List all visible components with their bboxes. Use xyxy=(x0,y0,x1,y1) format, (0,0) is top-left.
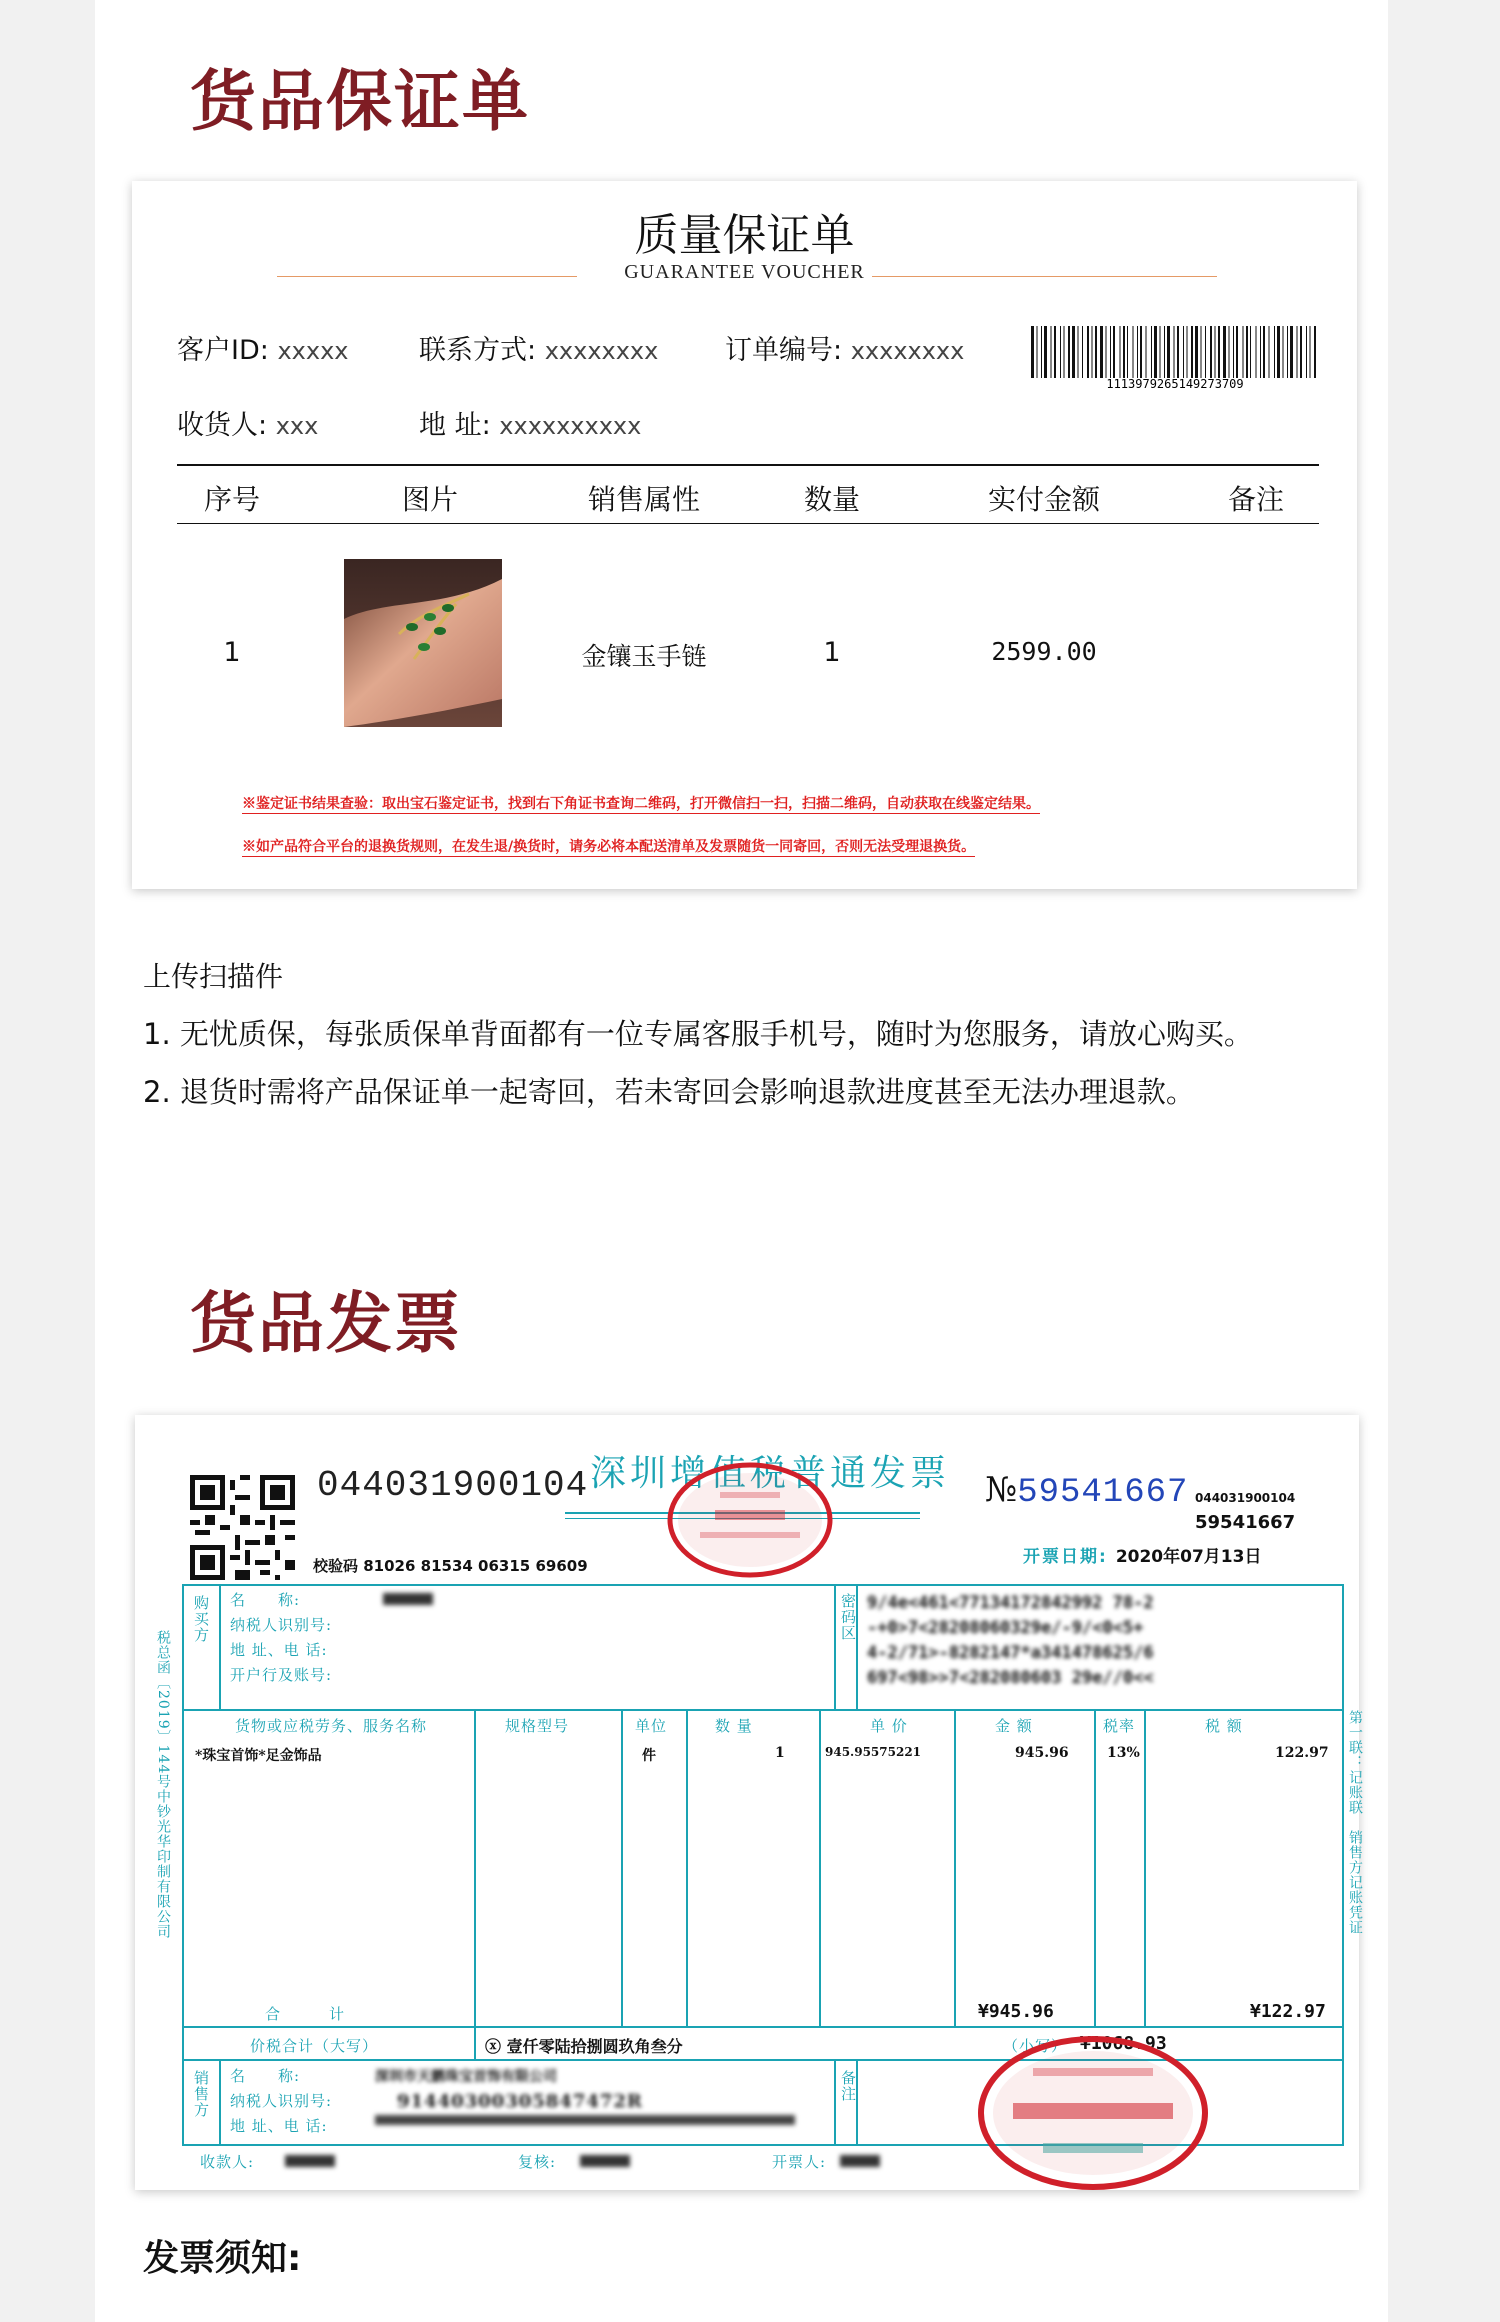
bracelet-image xyxy=(344,559,502,727)
sum-small-value: ¥1068.93 xyxy=(1080,2033,1167,2054)
order-number xyxy=(725,328,964,367)
seller-address-redacted xyxy=(375,2115,795,2125)
col-attribute: 销售属性 xyxy=(587,483,701,516)
col-rate: 税率 xyxy=(1103,1717,1136,1735)
col-goods: 货物或应税劳务、服务名称 xyxy=(235,1717,428,1735)
section-title-guarantee: 货品保证单 xyxy=(190,63,530,140)
sum-small-label: （小写） xyxy=(1003,2037,1068,2055)
item-rate: 13% xyxy=(1107,1745,1140,1761)
copy-note: 第一联：记账联 销售方记账凭证 xyxy=(1347,1710,1363,1935)
invoice-number-small: 59541667 xyxy=(1195,1512,1296,1533)
row-attribute: 金镶玉手链 xyxy=(581,642,707,671)
receiver-label: 收货人: xyxy=(177,410,268,441)
address-value: xxxxxxxxxx xyxy=(499,412,642,440)
item-price: 945.95575221 xyxy=(825,1745,922,1759)
point-2: 2. 退货时需将产品保证单一起寄回，若未寄回会影响退款进度甚至无法办理退款。 xyxy=(143,1075,1195,1109)
item-qty: 1 xyxy=(775,1745,785,1761)
customer-id xyxy=(177,328,348,367)
check-code: 校验码 81026 81534 06315 69609 xyxy=(313,1557,588,1575)
customer-id-label: 客户ID: xyxy=(177,335,269,366)
address-label: 地 址: xyxy=(419,410,491,441)
cipher-row-1: 9/4e<461<77134172842992 78-2 xyxy=(867,1593,1154,1613)
page xyxy=(95,0,1388,2322)
barcode-number: 1113979265149273709 xyxy=(1106,377,1244,391)
drawer-redacted xyxy=(840,2155,880,2167)
address xyxy=(419,403,641,442)
receiver-value: xxx xyxy=(275,412,319,440)
item-amount: 945.96 xyxy=(1015,1745,1069,1761)
contact xyxy=(419,328,658,367)
total-label: 合 计 xyxy=(265,2005,346,2023)
seller-name: 深圳市天鹏珠宝首饰有限公司 xyxy=(375,2069,557,2085)
contact-label: 联系方式: xyxy=(419,335,537,366)
barcode xyxy=(1031,326,1319,378)
col-qty: 数量 xyxy=(803,483,861,516)
date-label: 开票日期: xyxy=(1023,1547,1108,1567)
col-remark: 备注 xyxy=(1227,483,1285,516)
seller-name-label: 名 称: xyxy=(230,2067,301,2085)
invoice-card xyxy=(135,1415,1363,2190)
col-amount: 实付金额 xyxy=(987,483,1101,516)
cipher-row-3: 4-2/71>-8282147*a341478625/6 xyxy=(867,1643,1154,1663)
seller-seal-stamp xyxy=(973,2033,1213,2193)
card-title: 质量保证单 xyxy=(634,210,855,261)
card-subtitle: GUARANTEE VOUCHER xyxy=(624,261,865,283)
payee-redacted xyxy=(285,2155,335,2167)
col-spec: 规格型号 xyxy=(505,1717,570,1735)
table-header-rule xyxy=(177,523,1319,524)
note-return: ※如产品符合平台的退换货规则，在发生退/换货时，请务必将本配送清单及发票随货一同寄回，否则无法受理退换货。 xyxy=(242,836,975,857)
reviewer-label: 复核: xyxy=(518,2153,557,2171)
point-1: 1. 无忧质保，每张质保单背面都有一位专属客服手机号，随时为您服务，请放心购买。 xyxy=(143,1017,1253,1051)
title-rule-right xyxy=(872,276,1217,277)
col-index: 序号 xyxy=(203,483,261,516)
seller-address-label: 地 址、电 话: xyxy=(230,2117,328,2135)
sum-capital: ⓧ 壹仟零陆拾捌圆玖角叁分 xyxy=(485,2037,683,2056)
cipher-row-4: 697<98>>7<282080603 29e//0<< xyxy=(867,1668,1154,1688)
receiver xyxy=(177,403,318,442)
sum-label: 价税合计（大写） xyxy=(250,2037,379,2055)
col-price: 单 价 xyxy=(870,1717,908,1735)
table-top-rule xyxy=(177,464,1319,466)
seller-taxid: 91440300305847472R xyxy=(397,2091,643,2112)
buyer-bank-label: 开户行及账号: xyxy=(230,1666,333,1684)
row-index: 1 xyxy=(223,637,241,668)
guarantee-card xyxy=(132,181,1357,889)
order-value: xxxxxxxx xyxy=(850,337,965,365)
invoice-title: 深圳增值税普通发票 xyxy=(590,1453,951,1494)
cipher-row-2: -+0>7<28208060329e/-9/<0<5+ xyxy=(867,1618,1144,1638)
invoice-code-small: 044031900104 xyxy=(1195,1491,1296,1505)
reviewer-redacted xyxy=(580,2155,630,2167)
col-qty: 数 量 xyxy=(715,1717,753,1735)
printer-note: 税总函〔2019〕144号中钞光华印制有限公司 xyxy=(155,1630,171,1940)
total-tax: ¥122.97 xyxy=(1250,2001,1326,2022)
buyer-side-label: 购买方 xyxy=(192,1595,210,1643)
buyer-name-redacted xyxy=(383,1593,433,1605)
date-value: 2020年07月13日 xyxy=(1115,1547,1262,1567)
buyer-address-label: 地 址、电 话: xyxy=(230,1641,328,1659)
item-tax: 122.97 xyxy=(1275,1745,1329,1761)
customer-id-value: xxxxx xyxy=(277,337,349,365)
invoice-number-label: № xyxy=(985,1470,1018,1510)
item-unit: 件 xyxy=(642,1748,656,1764)
total-amount: ¥945.96 xyxy=(978,2001,1054,2022)
section-title-invoice: 货品发票 xyxy=(190,1285,462,1362)
col-image: 图片 xyxy=(401,483,459,516)
cipher-side-label: 密码区 xyxy=(839,1593,857,1641)
col-amount: 金 额 xyxy=(995,1717,1033,1735)
drawer-label: 开票人: xyxy=(772,2153,827,2171)
payee-label: 收款人: xyxy=(200,2153,255,2171)
item-name: *珠宝首饰*足金饰品 xyxy=(195,1748,322,1764)
invoice-notice-title: 发票须知: xyxy=(143,2238,302,2279)
invoice-code: 044031900104 xyxy=(317,1465,589,1506)
remark-side-label: 备注 xyxy=(839,2070,857,2102)
row-qty: 1 xyxy=(823,637,841,668)
invoice-number-value: 59541667 xyxy=(1017,1474,1189,1512)
upload-label: 上传扫描件 xyxy=(143,960,284,993)
seller-taxid-label: 纳税人识别号: xyxy=(230,2092,333,2110)
buyer-taxid-label: 纳税人识别号: xyxy=(230,1616,333,1634)
seller-side-label: 销售方 xyxy=(192,2070,210,2118)
col-unit: 单位 xyxy=(635,1717,668,1735)
order-label: 订单编号: xyxy=(725,335,843,366)
col-tax: 税 额 xyxy=(1205,1717,1243,1735)
note-certificate: ※鉴定证书结果查验：取出宝石鉴定证书，找到右下角证书查询二维码，打开微信扫一扫，扫描二维码，自动获取在线鉴定结果。 xyxy=(242,793,1040,814)
contact-value: xxxxxxxx xyxy=(544,337,659,365)
buyer-name-label: 名 称: xyxy=(230,1591,301,1609)
row-amount: 2599.00 xyxy=(991,637,1097,666)
